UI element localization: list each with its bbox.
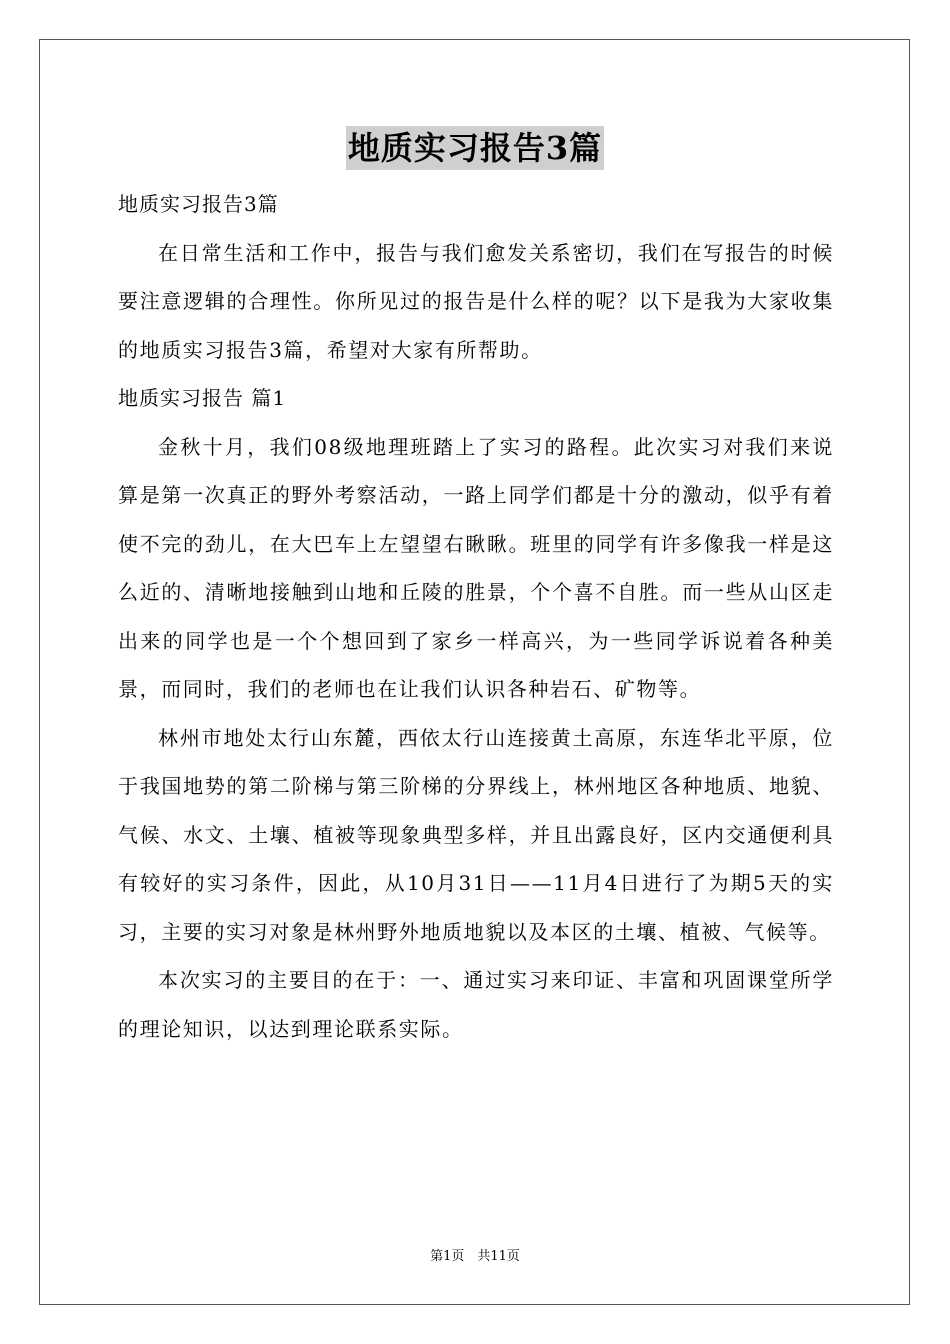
intro-paragraph: 在日常生活和工作中，报告与我们愈发关系密切，我们在写报告的时候要注意逻辑的合理性。你所见过的报告是什么样的呢？以下是我为大家收集的地质实习报告3篇，希望对大家有所帮助。 — [118, 240, 834, 362]
title-wrap — [0, 126, 950, 170]
body-paragraph: 林州市地处太行山东麓，西依太行山连接黄土高原，东连华北平原，位于我国地势的第二阶梯与第三阶梯的分界线上，林州地区各种地质、地貌、气候、水文、土壤、植被等现象典型多样，并且出露良好，区内交通便利具有较好的实习条件，因此，从10月31日——11月4日进行了为期5天的实习，主要的实习对象是林州野外地质地貌以及本区的土壤、植被、气候等。 — [118, 725, 834, 944]
page-footer: 第1页 共11页 — [430, 1249, 520, 1264]
document-body — [118, 180, 834, 1053]
body-paragraph: 本次实习的主要目的在于：一、通过实习来印证、丰富和巩固课堂所学的理论知识，以达到理论联系实际。 — [118, 968, 834, 1041]
document-subtitle: 地质实习报告3篇 — [118, 192, 279, 216]
document-title: 地质实习报告3篇 — [346, 126, 604, 170]
section-heading: 地质实习报告 篇1 — [118, 386, 287, 410]
body-paragraph: 金秋十月，我们08级地理班踏上了实习的路程。此次实习对我们来说算是第一次真正的野外考察活动，一路上同学们都是十分的激动，似乎有着使不完的劲儿，在大巴车上左望望右瞅瞅。班里的同学有许多像我一样是这么近的、清晰地接触到山地和丘陵的胜景，个个喜不自胜。而一些从山区走出来的同学也是一个个想回到了家乡一样高兴，为一些同学诉说着各种美景，而同时，我们的老师也在让我们认识各种岩石、矿物等。 — [118, 434, 834, 701]
